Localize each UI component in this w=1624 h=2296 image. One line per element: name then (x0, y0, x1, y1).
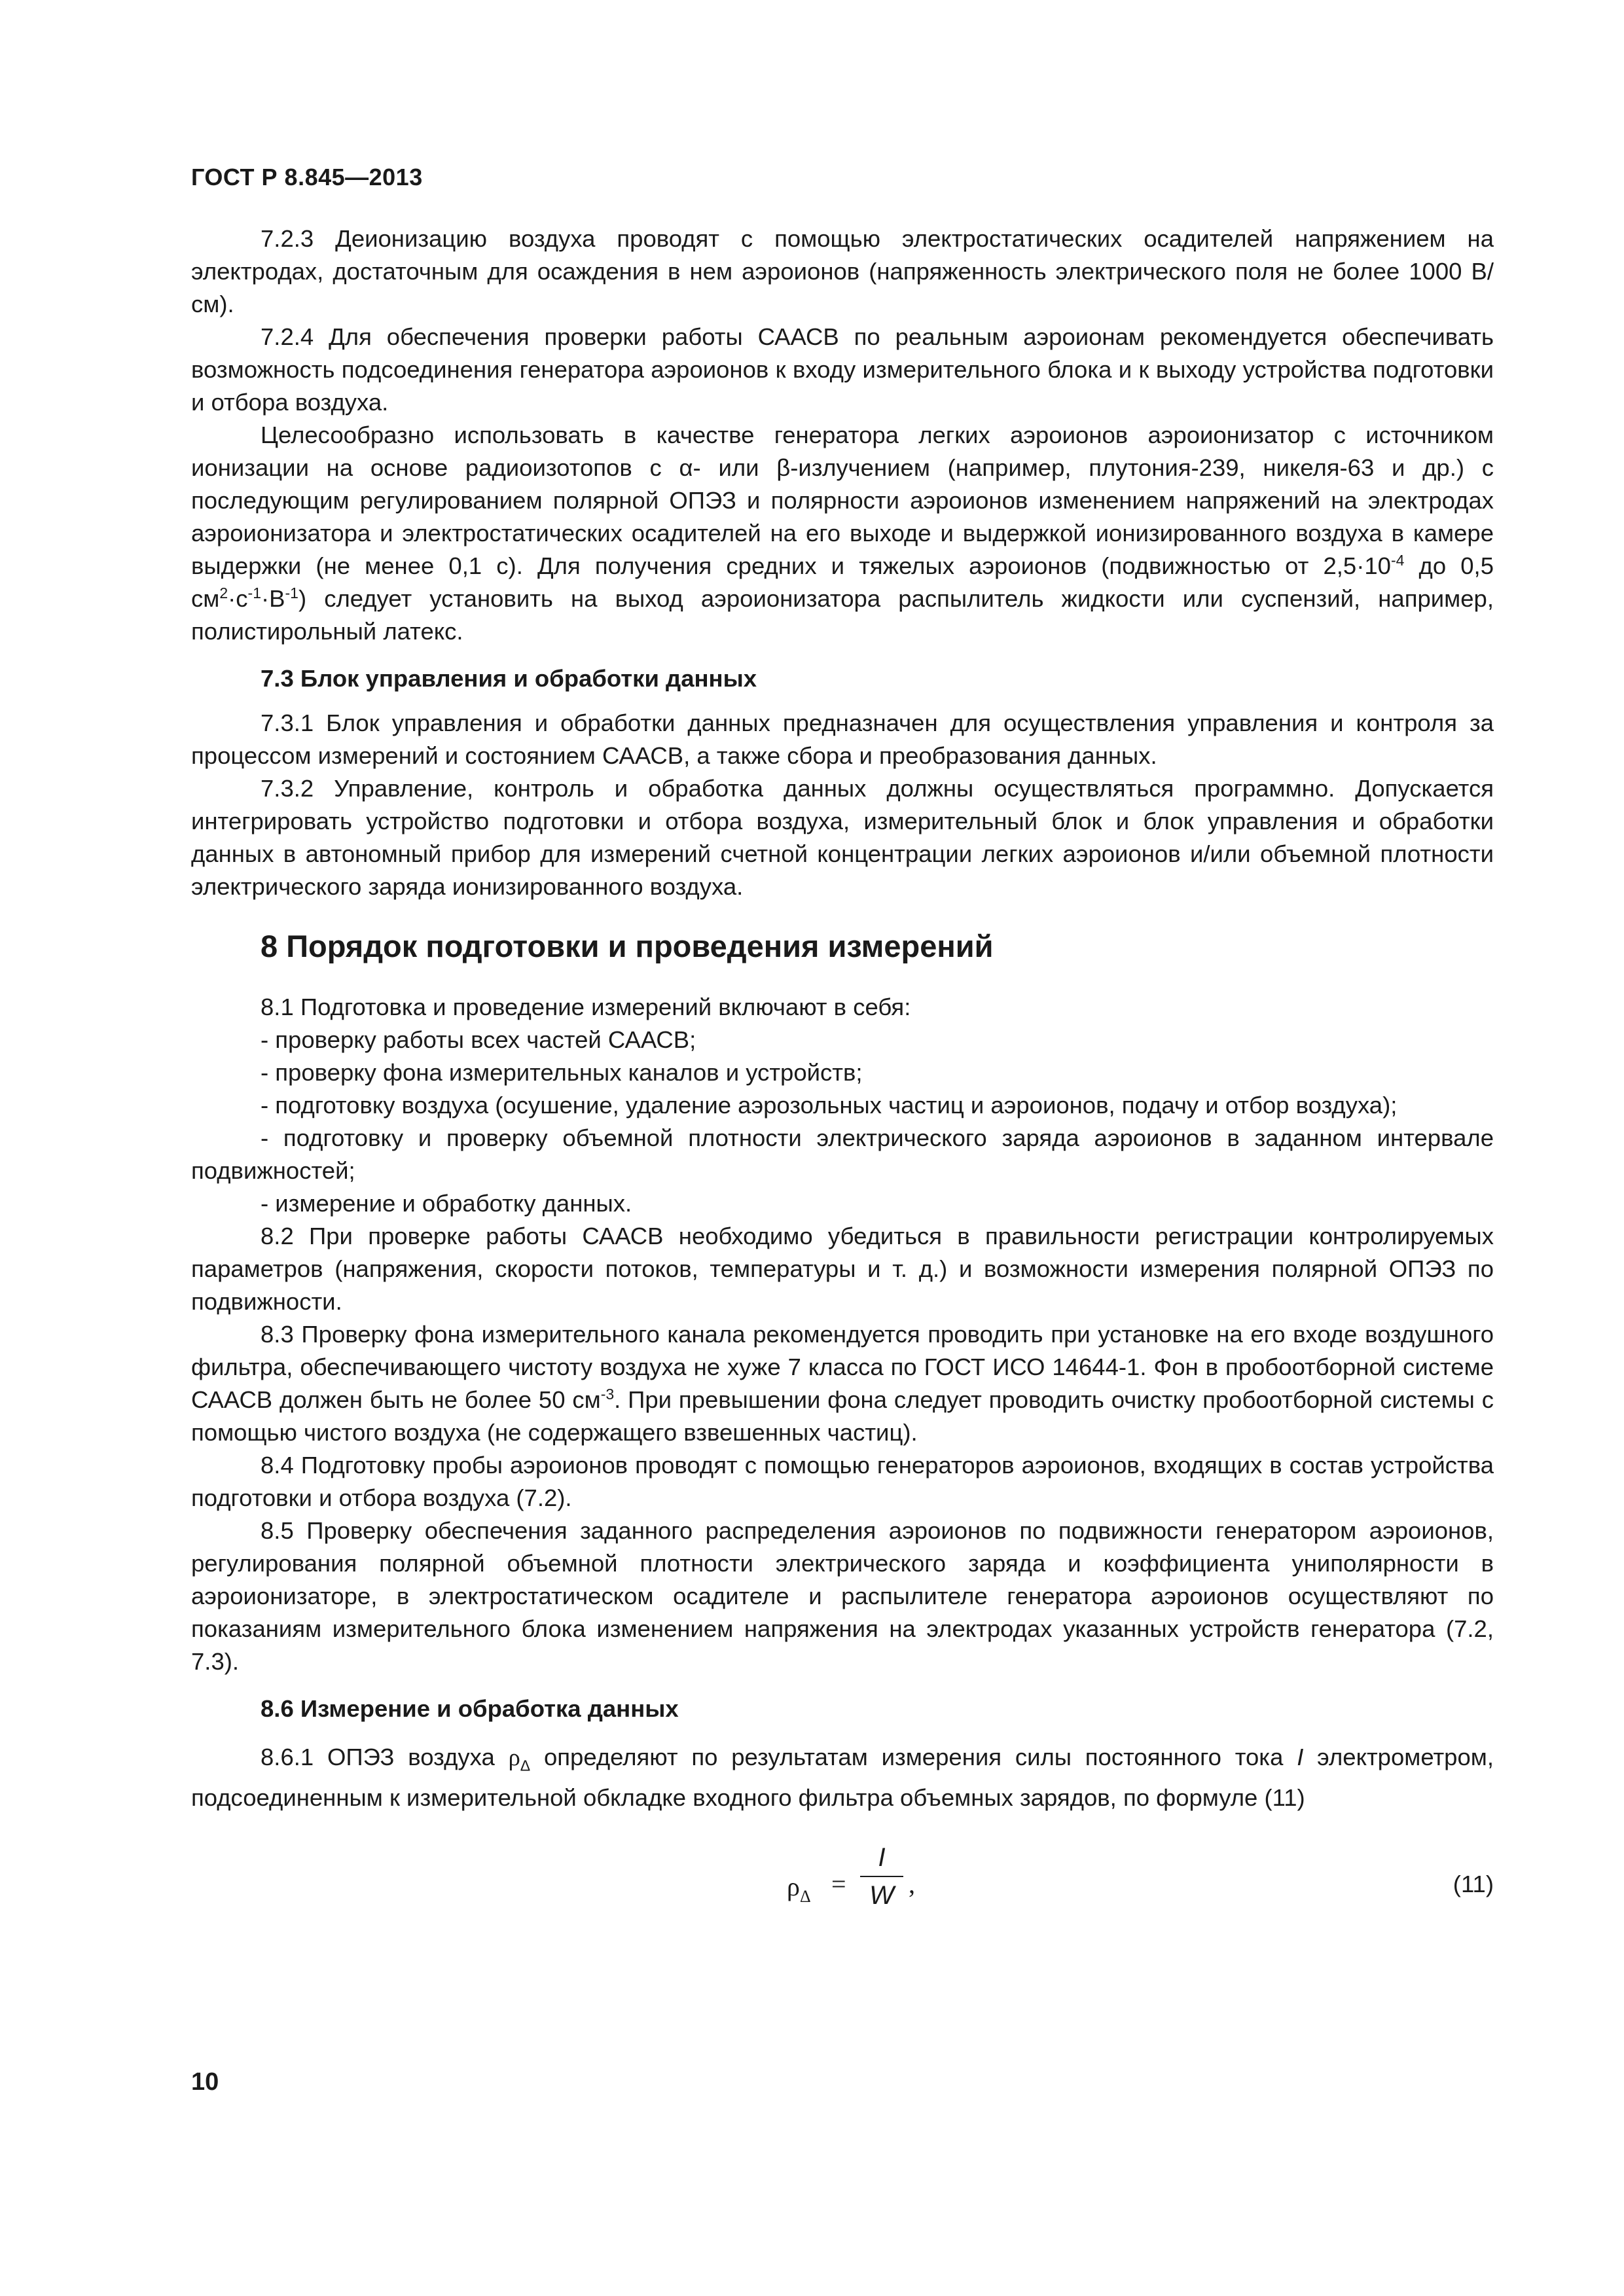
paragraph-8-5: 8.5 Проверку обеспечения заданного распределения аэроионов по подвижности генератором аэроионов, регулирования полярной объемной плотности электрического заряда и коэффициента униполярности в аэроионизаторе, в электростатическом осадителе и распылителе генератора аэроионов осуществляют по показаниям измерительного блока изменением напряжения на электродах указанных устройств генератора (7.2, 7.3). (191, 1517, 1494, 1675)
section-title-8: 8 Порядок подготовки и проведения измерений (261, 929, 994, 963)
list-item: - проверку работы всех частей СААСВ; (261, 1026, 696, 1053)
paragraph-8-1: 8.1 Подготовка и проведение измерений включают в себя: (261, 994, 911, 1020)
paragraph-8-4: 8.4 Подготовку пробы аэроионов проводят с помощью генераторов аэроионов, входящих в состав устройства подготовки и отбора воздуха (7.2). (191, 1452, 1494, 1511)
formula-comma: , (909, 1869, 915, 1899)
paragraph-generator: Целесообразно использовать в качестве генератора легких аэроионов аэроионизатор с источником ионизации на основе радиоизотопов с α- или β-излучением (например, плутония-239, никеля-63 и др.) с последующим регулированием полярной ОПЭЗ и полярности аэроионов изменением напряжений на электродах аэроионизатора и электростатических осадителей на его выходе и выдержкой ионизированного воздуха в камере выдержки (не менее 0,1 с). Для получения средних и тяжелых аэроионов (подвижностью от $2,5\cdot 10^{-4}$ до 0,5 $см^2\cdot с^{-1}\cdot В^{-1}$) следует установить на выход аэроионизатора распылитель жидкости или суспензий, например, полистирольный латекс. (191, 422, 1494, 645)
formula-expression (787, 1842, 983, 1920)
formula-denominator: W (869, 1881, 894, 1910)
paragraph-7-2-3: 7.2.3 Деионизацию воздуха проводят с помощью электростатических осадителей напряжением на электродах, достаточным для осаждения в нем аэроионов (напряженность электрического поля не более 1000 В/см). (191, 225, 1494, 317)
formula-numerator: I (878, 1843, 886, 1872)
formula-fraction (860, 1842, 903, 1911)
paragraph-8-2: 8.2 При проверке работы СААСВ необходимо убедиться в правильности регистрации контролируемых параметров (напряжения, скорости потоков, температуры и т. д.) и возможности измерения полярной ОПЭЗ по подвижности. (191, 1223, 1494, 1315)
subsection-title-7-3: 7.3 Блок управления и обработки данных (261, 665, 757, 692)
list-item: - подготовку воздуха (осушение, удаление аэрозольных частиц и аэроионов, подачу и отбор воздуха); (261, 1092, 1398, 1119)
list-item: - измерение и обработку данных. (261, 1190, 632, 1217)
list-item: - подготовку и проверку объемной плотности электрического заряда аэроионов в заданном интервале подвижностей; (191, 1124, 1494, 1184)
page-body (191, 223, 1494, 1920)
list-item: - проверку фона измерительных каналов и устройств; (261, 1059, 863, 1086)
subsection-title-8-6: 8.6 Измерение и обработка данных (261, 1695, 679, 1722)
paragraph-8-6-1: 8.6.1 ОПЭЗ воздуха $\rho_\Delta$ определяют по результатам измерения силы постоянного тока I электрометром, подсоединенным к измерительной обкладке входного фильтра объемных зарядов, по формуле (11) (191, 1744, 1494, 1811)
document-code: ГОСТ Р 8.845—2013 (191, 164, 423, 190)
formula-11 (191, 1842, 1494, 1920)
equation-number: (11) (1453, 1871, 1494, 1897)
formula-lhs: $\rho_\Delta$ (787, 1872, 811, 1906)
formula-equals: = (831, 1869, 846, 1899)
paragraph-7-3-1: 7.3.1 Блок управления и обработки данных предназначен для осуществления управления и контроля за процессом измерений и состоянием СААСВ, а также сбора и преобразования данных. (191, 709, 1494, 769)
paragraph-7-3-2: 7.3.2 Управление, контроль и обработка данных должны осуществляться программно. Допускается интегрировать устройство подготовки и отбора воздуха, измерительный блок и блок управления и обработки данных в автономный прибор для измерений счетной концентрации легких аэроионов и/или объемной плотности электрического заряда ионизированного воздуха. (191, 775, 1494, 900)
paragraph-7-2-4: 7.2.4 Для обеспечения проверки работы СААСВ по реальным аэроионам рекомендуется обеспечивать возможность подсоединения генератора аэроионов к входу измерительного блока и к выходу устройства подготовки и отбора воздуха. (191, 323, 1494, 416)
page-number: 10 (191, 2068, 219, 2096)
paragraph-8-3: 8.3 Проверку фона измерительного канала рекомендуется проводить при установке на его входе воздушного фильтра, обеспечивающего чистоту воздуха не хуже 7 класса по ГОСТ ИСО 14644-1. Фон в пробоотборной системе СААСВ должен быть не более 50 $см^{-3}$. При превышении фона следует проводить очистку пробоотборной системы с помощью чистого воздуха (не содержащего взвешенных частиц). (191, 1321, 1494, 1446)
fraction-bar (860, 1876, 903, 1877)
